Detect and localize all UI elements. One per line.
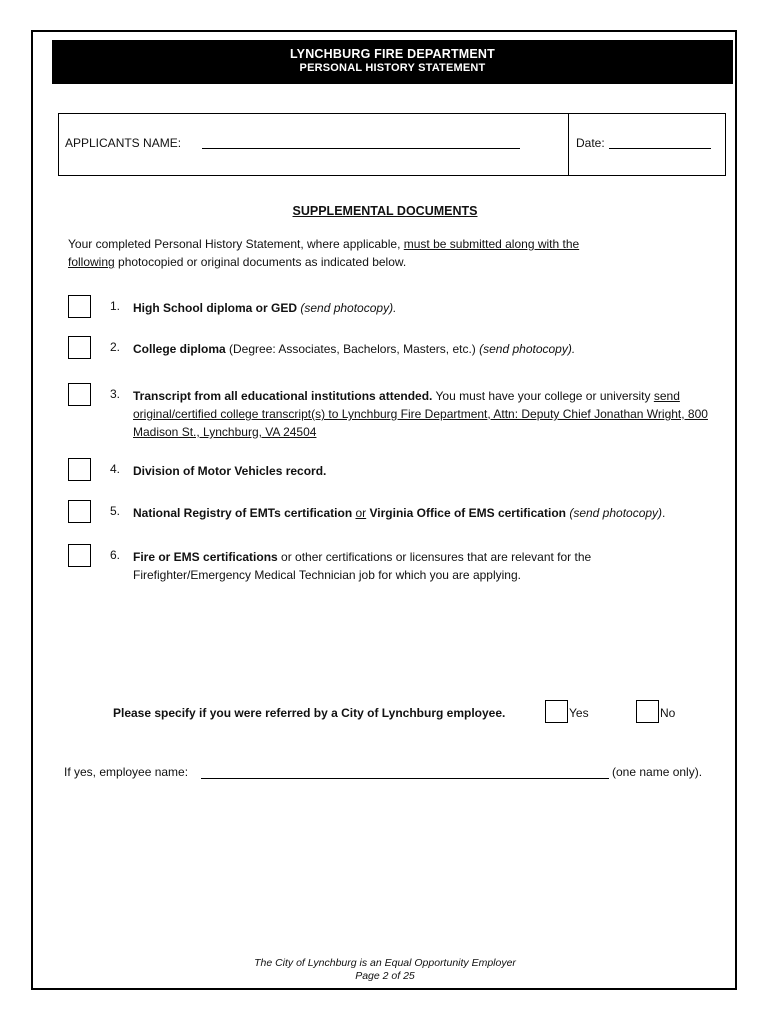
employee-name-label: If yes, employee name: [64, 765, 189, 779]
employee-name-note: (one name only). [612, 765, 703, 779]
date-label: Date: [576, 136, 605, 150]
intro-underlined: must be submitted along with the [403, 237, 580, 251]
item-note: (send photocopy). [479, 342, 576, 356]
item-title: High School diploma or GED [133, 301, 298, 315]
item-text [133, 387, 711, 441]
item-checkbox[interactable] [68, 336, 91, 359]
item-description: You must have your college or university [432, 389, 654, 403]
date-field[interactable] [609, 148, 711, 149]
employee-name-field[interactable] [201, 778, 609, 779]
item-text [133, 299, 711, 317]
no-label: No [660, 706, 676, 720]
item-text [133, 548, 711, 584]
department-title: LYNCHBURG FIRE DEPARTMENT [289, 47, 495, 61]
eoe-statement: The City of Lynchburg is an Equal Opportunity Employer [254, 957, 516, 969]
item-note: (send photocopy) [565, 506, 663, 520]
applicant-name-field[interactable] [202, 148, 520, 149]
item-or: or [355, 506, 367, 520]
item-note: (send photocopy). [297, 301, 397, 315]
item-title: College diploma [133, 342, 226, 356]
item-title: Fire or EMS certifications [133, 550, 278, 564]
applicant-info-box [58, 113, 726, 176]
item-text [133, 504, 711, 522]
item-description: (Degree: Associates, Bachelors, Masters, etc.) [225, 342, 480, 356]
item-number: 6. [110, 548, 121, 562]
yes-checkbox[interactable] [545, 700, 568, 723]
item-number: 1. [110, 299, 121, 313]
item-period: . [662, 506, 666, 520]
section-title: SUPPLEMENTAL DOCUMENTS [292, 204, 478, 218]
yes-label: Yes [569, 706, 589, 720]
page-number: Page 2 of 25 [355, 970, 415, 982]
item-checkbox[interactable] [68, 458, 91, 481]
document-header [52, 40, 733, 84]
page-footer [0, 957, 770, 983]
item-title: Transcript from all educational institutions attended. [133, 389, 433, 403]
item-number: 4. [110, 462, 121, 476]
item-checkbox[interactable] [68, 544, 91, 567]
form-title: PERSONAL HISTORY STATEMENT [299, 62, 486, 74]
intro-underlined-2: following [68, 255, 115, 269]
transcript-address: send original/certified college transcript(s) to Lynchburg Fire Department, Attn: Deputy Chief Jonathan Wright, 800 Madison St., Lynchburg, VA 24504 [133, 389, 708, 439]
intro-paragraph [68, 235, 628, 271]
no-checkbox[interactable] [636, 700, 659, 723]
item-title: National Registry of EMTs certification [133, 506, 356, 520]
item-checkbox[interactable] [68, 500, 91, 523]
referral-question: Please specify if you were referred by a City of Lynchburg employee. [113, 706, 506, 720]
item-text [133, 340, 711, 358]
intro-text: Your completed Personal History Statement, where applicable, [68, 237, 404, 251]
box-divider [568, 114, 569, 175]
item-title: Division of Motor Vehicles record. [133, 464, 327, 478]
item-number: 2. [110, 340, 121, 354]
item-description: or other certifications or licensures that are relevant for the Firefighter/Emergency Medical Technician job for which you are applying. [133, 550, 592, 582]
item-number: 3. [110, 387, 121, 401]
item-checkbox[interactable] [68, 383, 91, 406]
item-number: 5. [110, 504, 121, 518]
item-checkbox[interactable] [68, 295, 91, 318]
intro-text-2: photocopied or original documents as indicated below. [114, 255, 407, 269]
item-text [133, 462, 711, 480]
item-title-2: Virginia Office of EMS certification [366, 506, 566, 520]
applicant-name-label: APPLICANTS NAME: [65, 136, 182, 150]
